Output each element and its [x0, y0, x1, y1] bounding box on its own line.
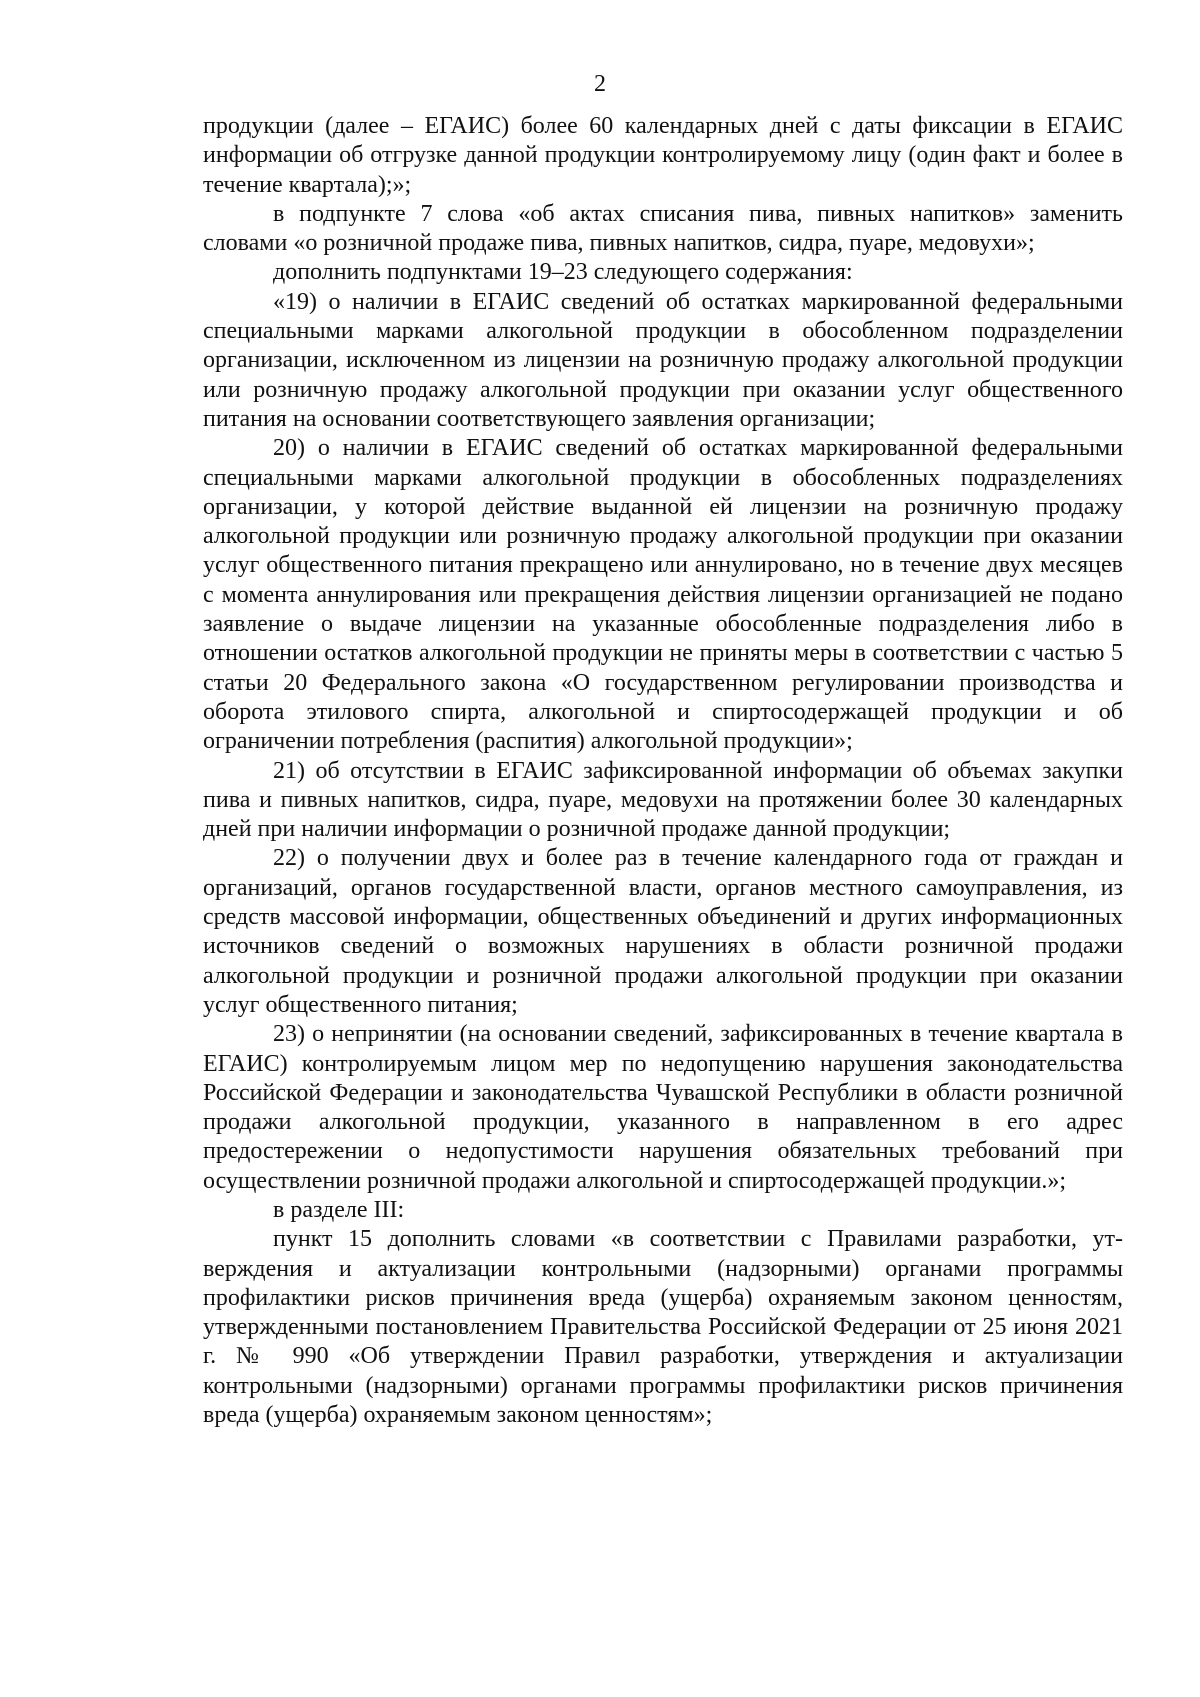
paragraph-subpoint-23: 23) о непринятии (на основании сведений, зафиксированных в течение квартала в ЕГАИС) контролируемым лицом мер по недопущению нарушения законодательства Российской Федерации и законодательства Чувашской Республики в области розничной продажи алкогольной продукции, указанного в направленном в его адрес предостережении о недопустимости нарушения обязательных требований при осуществлении розничной продажи алкогольной и спиртосодержащей продукции.»; [203, 1021, 1123, 1194]
paragraph-subpoint-7-amendment: в подпункте 7 слова «об актах списания пива, пивных напитков» заменить словами «о розничной продаже пива, пивных напитков, сидра, пуаре, медовухи»; [203, 200, 1123, 257]
paragraph-subpoint-19: «19) о наличии в ЕГАИС сведений об остатках маркированной федеральными специальными марками алкогольной продукции в обособленном подразделении организации, исключенном из лицензии на розничную продажу алкогольной продукции или розничную продажу алкогольной продукции при оказании услуг общественного питания на основании соответствующего заявления организации; [203, 288, 1123, 432]
paragraph-add-subpoints-intro: дополнить подпунктами 19–23 следующего содержания: [273, 259, 853, 286]
paragraph-point-15-amendment: пункт 15 дополнить словами «в соответствии с Правилами разработки, утверждения и актуализации контрольными (надзорными) органами программы профилактики рисков причинения вреда (ущерба) охраняемым законом ценностям, утвержденными постановлением Правительства Российской Федерации от 25 июня 2021 г. № 990 «Об утверждении Правил разработки, утверждения и актуализации контрольными (надзорными) органами программы профилактики рисков причинения вреда (ущерба) охраняемым законом ценностям»; [203, 1226, 1123, 1429]
paragraph-subpoint-22: 22) о получении двух и более раз в течение календарного года от граждан и организаций, органов государственной власти, органов местного самоуправления, из средств массовой информации, общественных объединений и других информационных источников сведений о возможных нарушениях в области розничной продажи алкогольной продукции и розничной продажи алкогольной продукции при оказании услуг общественного питания; [203, 845, 1123, 1018]
paragraph-subpoint-21: 21) об отсутствии в ЕГАИС зафиксированной информации об объемах закупки пива и пивных напитков, сидра, пуаре, медовухи на протяжении более 30 календарных дней при наличии информации о розничной продаже данной продукции; [203, 757, 1123, 843]
paragraph-continuation: продукции (далее – ЕГАИС) более 60 календарных дней с даты фиксации в ЕГАИС информации об отгрузке данной продукции контролируемому лицу (один факт и более в течение квартала);»; [203, 113, 1123, 198]
page-number: 2 [594, 71, 606, 97]
paragraph-subpoint-20: 20) о наличии в ЕГАИС сведений об остатках маркированной федеральными специальными марками алкогольной продукции в обособленных подразделениях организации, у которой действие выданной ей лицензии на розничную продажу алкогольной продукции или розничную продажу алкогольной продукции при оказании услуг общественного питания прекращено или аннулировано, но в течение двух месяцев с момента аннулирования или прекращения действия лицензии организацией не подано заявление о выдаче лицензии на указанные обособленные подразделения либо в отношении остатков алкогольной продукции не приняты меры в соответствии с частью 5 статьи 20 Федерального закона «О государственном регулировании производства и оборота этилового спирта, алкогольной и спиртосодержащей продукции и об ограничении потребления (распития) алкогольной продукции»; [203, 435, 1123, 755]
document-body [203, 112, 1123, 1430]
paragraph-section-iii: в разделе III: [273, 1196, 405, 1223]
